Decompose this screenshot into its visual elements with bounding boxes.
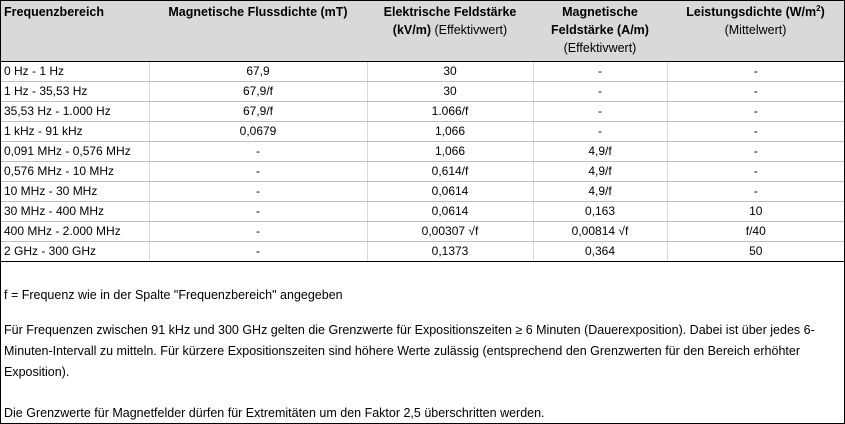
table-body	[1, 61, 844, 261]
cell-range: 0 Hz - 1 Hz	[1, 61, 149, 81]
limits-table	[1, 1, 844, 262]
cell-flux: -	[149, 221, 367, 241]
table-row	[1, 141, 844, 161]
cell-flux: -	[149, 161, 367, 181]
cell-magnetic: 4,9/f	[533, 161, 667, 181]
cell-magnetic: -	[533, 61, 667, 81]
cell-range: 30 MHz - 400 MHz	[1, 201, 149, 221]
cell-flux: 0,0679	[149, 121, 367, 141]
note-extremities: Die Grenzwerte für Magnetfelder dürfen für Extremitäten um den Faktor 2,5 überschritten werden.	[4, 406, 545, 420]
header-frequency: Frequenzbereich	[1, 1, 149, 61]
cell-power: -	[667, 141, 844, 161]
table-row	[1, 101, 844, 121]
cell-range: 1 Hz - 35,53 Hz	[1, 81, 149, 101]
table-row	[1, 61, 844, 81]
cell-electric: 0,0614	[367, 201, 533, 221]
table-row	[1, 121, 844, 141]
cell-range: 1 kHz - 91 kHz	[1, 121, 149, 141]
cell-electric: 1,066	[367, 141, 533, 161]
table-row	[1, 181, 844, 201]
cell-magnetic: 0,364	[533, 241, 667, 261]
cell-range: 400 MHz - 2.000 MHz	[1, 221, 149, 241]
cell-magnetic: 4,9/f	[533, 181, 667, 201]
cell-flux: 67,9	[149, 61, 367, 81]
cell-flux: -	[149, 201, 367, 221]
cell-magnetic: 0,163	[533, 201, 667, 221]
table-row	[1, 161, 844, 181]
cell-flux: 67,9/f	[149, 101, 367, 121]
cell-electric: 1.066/f	[367, 101, 533, 121]
cell-flux: -	[149, 141, 367, 161]
cell-power: f/40	[667, 221, 844, 241]
header-magnetic: Magnetische Feldstärke (A/m) (Effektivwert)	[533, 1, 667, 61]
cell-magnetic: 0,00814 √f	[533, 221, 667, 241]
cell-range: 2 GHz - 300 GHz	[1, 241, 149, 261]
cell-electric: 0,614/f	[367, 161, 533, 181]
header-row	[1, 1, 844, 61]
cell-electric: 1,066	[367, 121, 533, 141]
cell-power: -	[667, 181, 844, 201]
cell-power: -	[667, 81, 844, 101]
cell-power: -	[667, 61, 844, 81]
header-power: Leistungsdichte $(W/m^2)$ (Mittelwert)	[667, 1, 844, 61]
cell-electric: 30	[367, 61, 533, 81]
cell-magnetic: -	[533, 101, 667, 121]
cell-magnetic: 4,9/f	[533, 141, 667, 161]
cell-flux: -	[149, 181, 367, 201]
cell-power: -	[667, 161, 844, 181]
cell-electric: 0,00307 √f	[367, 221, 533, 241]
cell-range: 10 MHz - 30 MHz	[1, 181, 149, 201]
cell-flux: -	[149, 241, 367, 261]
cell-flux: 67,9/f	[149, 81, 367, 101]
cell-electric: 0,0614	[367, 181, 533, 201]
header-electric: Elektrische Feldstärke (kV/m) (Effektivwert)	[367, 1, 533, 61]
cell-power: -	[667, 121, 844, 141]
table-row	[1, 201, 844, 221]
cell-electric: 0,1373	[367, 241, 533, 261]
cell-magnetic: -	[533, 81, 667, 101]
header-flux: Magnetische Flussdichte (mT)	[149, 1, 367, 61]
note-frequency: f = Frequenz wie in der Spalte "Frequenzbereich" angegeben	[4, 288, 343, 302]
cell-power: -	[667, 101, 844, 121]
cell-power: 50	[667, 241, 844, 261]
cell-range: 0,091 MHz - 0,576 MHz	[1, 141, 149, 161]
cell-power: 10	[667, 201, 844, 221]
table-row	[1, 221, 844, 241]
cell-electric: 30	[367, 81, 533, 101]
cell-magnetic: -	[533, 121, 667, 141]
note-exposure: Für Frequenzen zwischen 91 kHz und 300 GHz gelten die Grenzwerte für Expositionszeiten ≥ 6 Minuten (Dauerexposition). Dabei ist über jedes 6-Minuten-Intervall zu mitteln. Für kürzere Expositionszeiten sind höhere Werte zulässig (entsprechend den Grenzwerten für den Bereich erhöhter Exposition).	[4, 323, 815, 379]
table-row	[1, 81, 844, 101]
cell-range: 35,53 Hz - 1.000 Hz	[1, 101, 149, 121]
cell-range: 0,576 MHz - 10 MHz	[1, 161, 149, 181]
table-row	[1, 241, 844, 261]
